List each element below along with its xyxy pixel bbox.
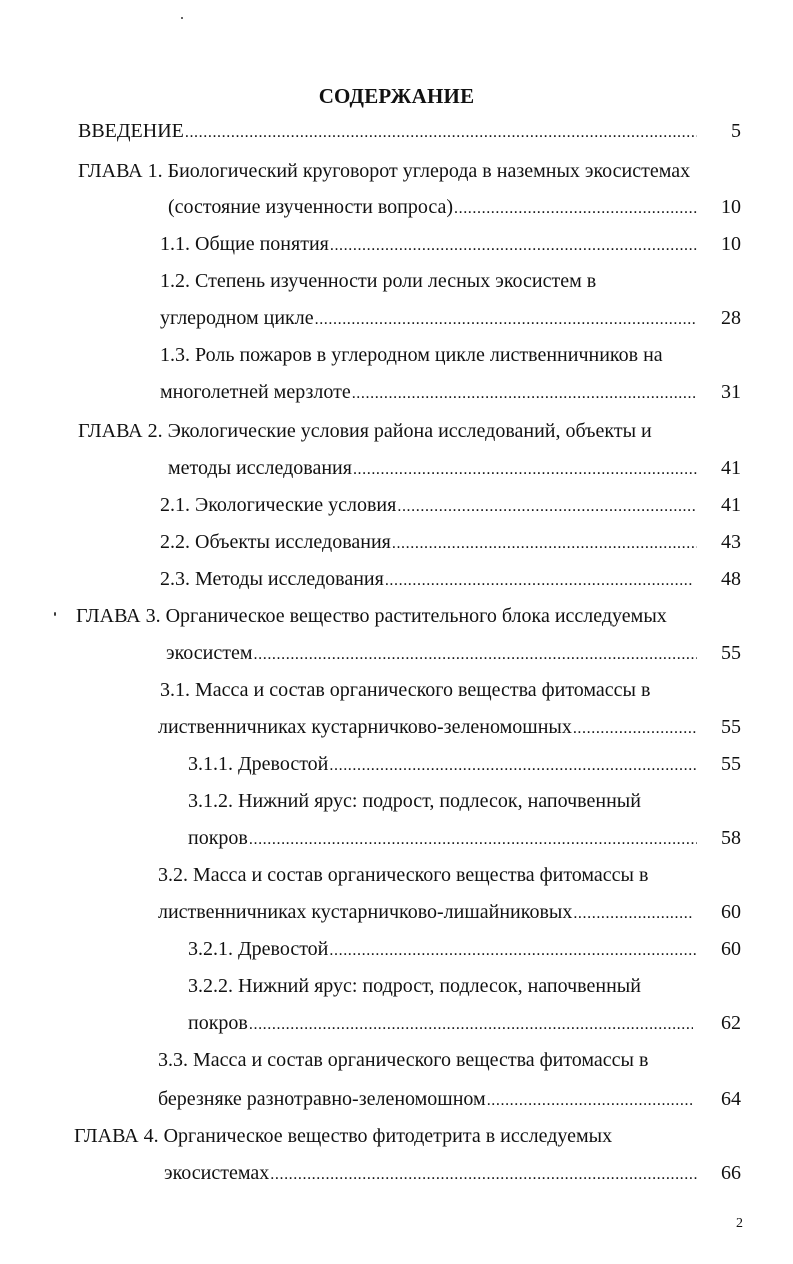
page-number: 2: [736, 1216, 743, 1231]
toc-entry: [188, 786, 641, 816]
toc-page-number: 48: [721, 568, 741, 590]
toc-entry: [168, 453, 697, 483]
toc-page-number: 66: [721, 1162, 741, 1184]
toc-entry: [160, 266, 596, 296]
toc-entry-text: покров: [188, 1012, 248, 1034]
toc-entry-text: ГЛАВА 2. Экологические условия района исследований, объекты и: [78, 420, 652, 442]
toc-entry: [160, 675, 650, 705]
toc-entry-text: многолетней мерзлоте: [160, 381, 351, 403]
toc-entry: [158, 897, 693, 927]
toc-leader: [397, 492, 697, 522]
toc-entry: [188, 1008, 693, 1038]
toc-entry-text: 3.1. Масса и состав органического вещества фитомассы в: [160, 679, 651, 701]
toc-entry-text: 1.3. Роль пожаров в углеродном цикле лиственничников на: [160, 344, 663, 366]
toc-page-number: 28: [721, 307, 741, 329]
toc-leader: [487, 1086, 693, 1116]
toc-entry: [160, 340, 663, 370]
toc-entry: [160, 564, 693, 594]
toc-page-number: 64: [721, 1088, 741, 1110]
toc-leader: [573, 899, 693, 929]
toc-entry: [188, 749, 697, 779]
toc-entry: [168, 192, 697, 222]
toc-entry-text: 3.2.2. Нижний ярус: подрост, подлесок, напочвенный: [188, 975, 641, 997]
toc-entry: [164, 1158, 697, 1188]
toc-entry: [74, 1121, 612, 1151]
toc-entry-text: 2.3. Методы исследования: [160, 568, 384, 590]
toc-entry-text: 2.2. Объекты исследования: [160, 531, 391, 553]
toc-page-number: 60: [721, 901, 741, 923]
toc-entry: [158, 860, 648, 890]
toc-leader: [454, 194, 697, 224]
toc-leader: [573, 714, 697, 744]
toc-entry-text: методы исследования: [168, 457, 352, 479]
toc-entry: [78, 156, 690, 186]
toc-entry-text: покров: [188, 827, 248, 849]
toc-entry: [76, 601, 667, 631]
toc-entry-text: лиственничниках кустарничково-лишайниковых: [158, 901, 573, 923]
toc-leader: [392, 529, 697, 559]
toc-entry: [158, 712, 697, 742]
page-title: СОДЕРЖАНИЕ: [318, 84, 475, 108]
toc-entry-text: ГЛАВА 1. Биологический круговорот углерода в наземных экосистемах: [78, 160, 691, 182]
toc-entry: [160, 490, 697, 520]
toc-entry-text: березняке разнотравно-зеленомошном: [158, 1088, 486, 1110]
toc-leader: [254, 640, 697, 670]
toc-entry: [166, 638, 697, 668]
toc-entry: [188, 823, 697, 853]
toc-leader: [330, 231, 697, 261]
toc-page-number: 10: [721, 196, 741, 218]
toc-entry: [160, 303, 697, 333]
toc-page-number: 58: [721, 827, 741, 849]
toc-entry: [78, 116, 697, 146]
toc-entry-text: 3.2.1. Древостой: [188, 938, 329, 960]
toc-leader: [249, 1010, 693, 1040]
toc-entry-text: 2.1. Экологические условия: [160, 494, 397, 516]
toc-entry-text: экосистем: [166, 642, 253, 664]
toc-page-number: 10: [721, 233, 741, 255]
toc-page-number: 31: [721, 381, 741, 403]
toc-entry-text: 3.2. Масса и состав органического вещества фитомассы в: [158, 864, 649, 886]
toc-entry-text: 1.1. Общие понятия: [160, 233, 329, 255]
toc-leader: [353, 455, 697, 485]
toc-entry-text: 3.3. Масса и состав органического вещества фитомассы в: [158, 1049, 649, 1071]
toc-entry-text: ВВЕДЕНИЕ: [78, 120, 184, 142]
toc-page-number: 62: [721, 1012, 741, 1034]
toc-entry: [158, 1084, 693, 1114]
toc-page-number: 5: [731, 120, 741, 142]
toc-entry-text: лиственничниках кустарничково-зеленомошных: [158, 716, 572, 738]
toc-entry-text: 3.1.1. Древостой: [188, 753, 329, 775]
toc-entry-text: ГЛАВА 3. Органическое вещество растительного блока исследуемых: [76, 605, 667, 627]
toc-leader: [249, 825, 697, 855]
toc-leader: [352, 379, 697, 409]
toc-page-number: 41: [721, 494, 741, 516]
toc-page-number: 41: [721, 457, 741, 479]
toc-page-number: 60: [721, 938, 741, 960]
toc-leader: [329, 936, 697, 966]
toc-leader: [185, 118, 697, 148]
toc-entry: [160, 229, 697, 259]
toc-entry-text: 1.2. Степень изученности роли лесных экосистем в: [160, 270, 597, 292]
toc-leader: [315, 305, 697, 335]
toc-page-number: 43: [721, 531, 741, 553]
toc-leader: [385, 566, 693, 596]
scan-speck: [181, 17, 183, 19]
toc-entry: [160, 377, 697, 407]
toc-leader: [270, 1160, 697, 1190]
toc-entry-text: углеродном цикле: [160, 307, 314, 329]
toc-page-number: 55: [721, 753, 741, 775]
toc-entry: [188, 971, 641, 1001]
toc-entry: [78, 416, 652, 446]
toc-page-number: 55: [721, 642, 741, 664]
toc-entry: [160, 527, 697, 557]
toc-entry-text: экосистемах: [164, 1162, 270, 1184]
toc-page-number: 55: [721, 716, 741, 738]
toc-entry: [158, 1045, 648, 1075]
toc-entry-text: (состояние изученности вопроса): [168, 196, 453, 218]
toc-entry-text: ГЛАВА 4. Органическое вещество фитодетрита в исследуемых: [74, 1125, 613, 1147]
scan-speck: [54, 612, 56, 616]
toc-leader: [329, 751, 697, 781]
toc-entry: [188, 934, 697, 964]
toc-entry-text: 3.1.2. Нижний ярус: подрост, подлесок, напочвенный: [188, 790, 641, 812]
